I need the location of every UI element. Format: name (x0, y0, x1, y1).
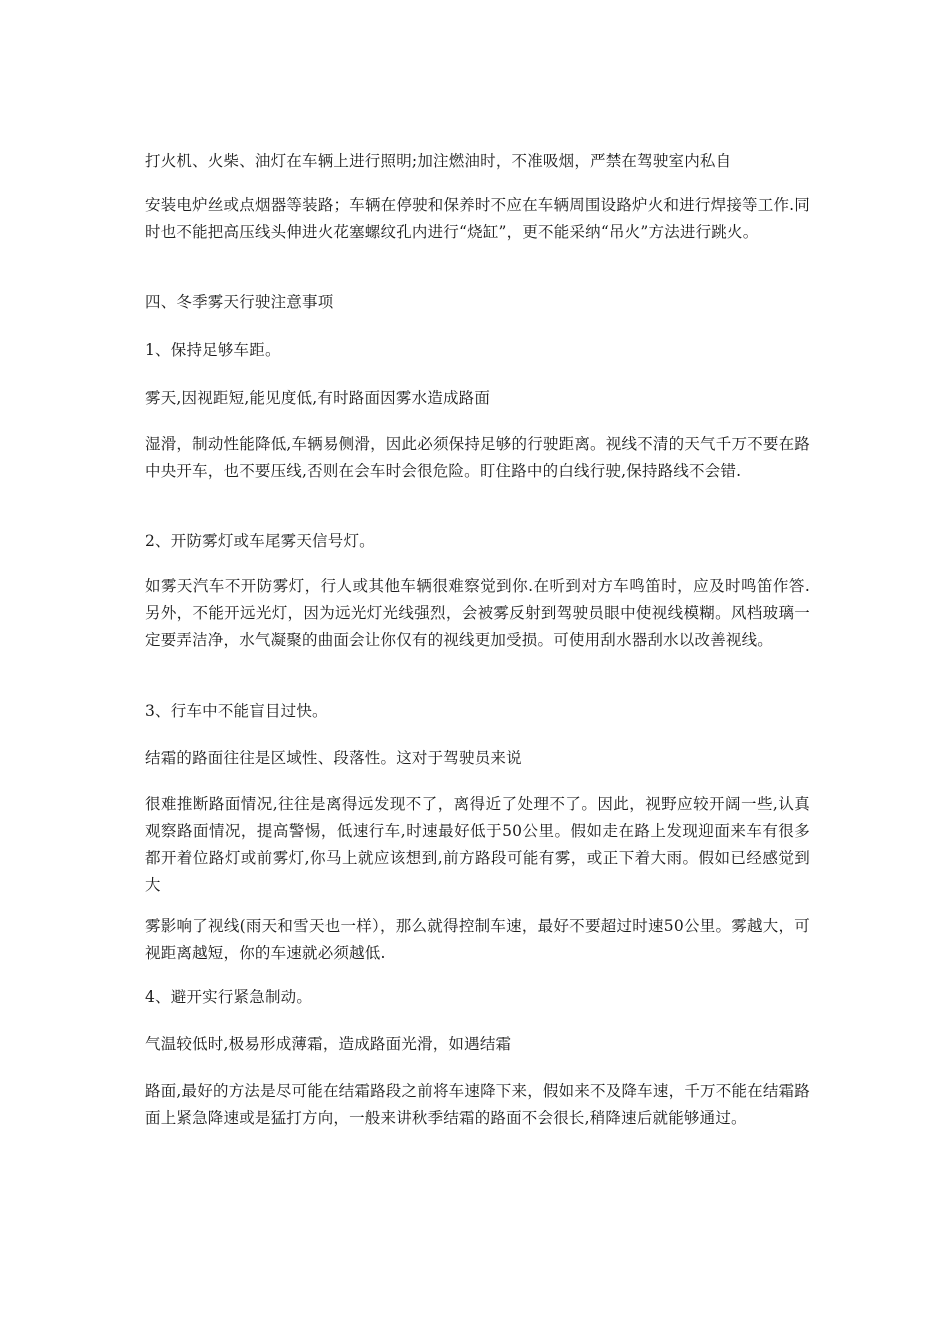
section-heading-4: 四、冬季雾天行驶注意事项 (145, 293, 334, 311)
paragraph-10: 路面,最好的方法是尽可能在结霜路段之前将车速降下来，假如来不及降车速，千万不能在结霜路面上紧急降速或是猛打方向，一般来讲秋季结霜的路面不会很长,稍降速后就能够通过。 (145, 1082, 810, 1127)
paragraph-6: 结霜的路面往往是区域性、段落性。这对于驾驶员来说 (145, 749, 522, 767)
paragraph-2: 安装电炉丝或点烟器等装路；车辆在停驶和保养时不应在车辆周围设路炉火和进行焊接等工作.同时也不能把高压线头伸进火花塞螺纹孔内进行“烧缸”，更不能采纳“吊火”方法进行跳火。 (145, 196, 810, 241)
paragraph-4: 湿滑，制动性能降低,车辆易侧滑，因此必须保持足够的行驶距离。视线不清的天气千万不要在路中央开车，也不要压线,否则在会车时会很危险。盯住路中的白线行驶,保持路线不会错. (145, 435, 810, 480)
subheading-3: 3、行车中不能盲目过快。 (145, 702, 328, 720)
paragraph-7: 很难推断路面情况,往往是离得远发现不了，离得近了处理不了。因此，视野应较开阔一些,认真观察路面情况，提高警惕，低速行车,时速最好低于50公里。假如走在路上发现迎面来车有很多都开着位路灯或前雾灯,你马上就应该想到,前方路段可能有雾，或正下着大雨。假如已经感觉到大 (145, 795, 810, 894)
subheading-4: 4、避开实行紧急制动。 (145, 988, 313, 1006)
paragraph-5: 如雾天汽车不开防雾灯，行人或其他车辆很难察觉到你.在听到对方车鸣笛时，应及时鸣笛作答.另外，不能开远光灯，因为远光灯光线强烈，会被雾反射到驾驶员眼中使视线模糊。风档玻璃一定要弄洁净，水气凝聚的曲面会让你仅有的视线更加受损。可使用刮水器刮水以改善视线。 (145, 577, 810, 649)
paragraph-8: 雾影响了视线(雨天和雪天也一样），那么就得控制车速，最好不要超过时速50公里。雾越大，可视距离越短，你的车速就必须越低. (145, 917, 810, 962)
subheading-2: 2、开防雾灯或车尾雾天信号灯。 (145, 532, 375, 550)
paragraph-9: 气温较低时,极易形成薄霜，造成路面光滑，如遇结霜 (145, 1035, 512, 1053)
subheading-1: 1、保持足够车距。 (145, 341, 281, 359)
paragraph-1: 打火机、火柴、油灯在车辆上进行照明;加注燃油时，不准吸烟，严禁在驾驶室内私自 (145, 152, 732, 170)
paragraph-3: 雾天,因视距短,能见度低,有时路面因雾水造成路面 (145, 389, 491, 407)
